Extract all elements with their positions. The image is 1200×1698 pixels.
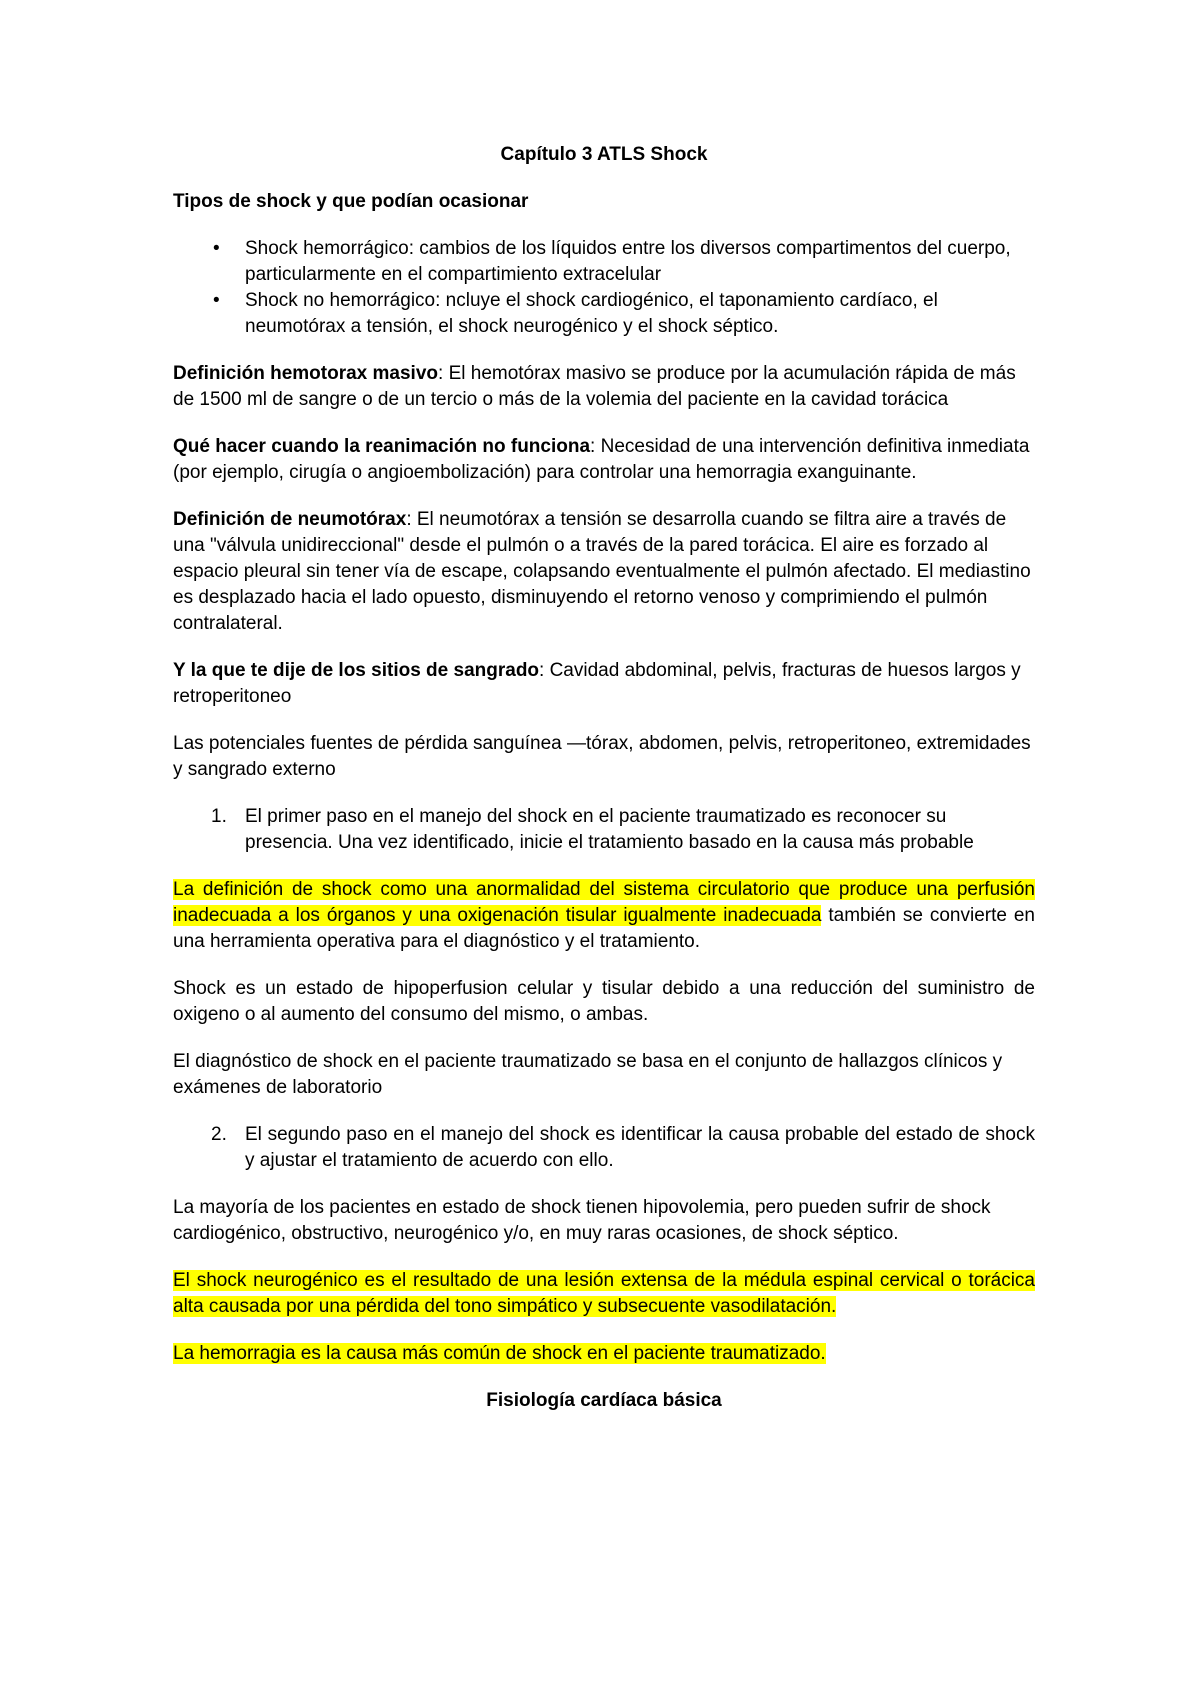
section-subtitle: Tipos de shock y que podían ocasionar: [173, 191, 529, 212]
item-text: El segundo paso en el manejo del shock es identificar la causa probable del estado de shock y ajustar el tratamiento de acuerdo con ello.: [245, 1124, 1035, 1171]
paragraph-hemorragia: [173, 1341, 1035, 1367]
item-number: 2.: [211, 1124, 227, 1145]
term-hemotorax: Definición hemotorax masivo: [173, 363, 439, 384]
item-text: El primer paso en el manejo del shock en el paciente traumatizado es reconocer su presencia. Una vez identificado, inicie el tratamiento basado en la causa más probable: [245, 806, 974, 853]
paragraph-shock-estado: Shock es un estado de hipoperfusion celular y tisular debido a una reducción del suministro de oxigeno o al aumento del consumo del mismo, o ambas.: [173, 978, 1035, 1025]
highlighted-text: La hemorragia es la causa más común de shock en el paciente traumatizado.: [173, 1343, 826, 1364]
term-neumotorax: Definición de neumotórax: [173, 509, 407, 530]
section-title: Fisiología cardíaca básica: [486, 1390, 722, 1411]
document-title: Capítulo 3 ATLS Shock: [500, 144, 708, 165]
paragraph-neurogenico: [173, 1268, 1035, 1320]
definition-reanimacion: : Necesidad de una intervención definitiva inmediata (por ejemplo, cirugía o angioembolización) para controlar una hemorragia exanguinante.: [173, 436, 1030, 483]
definition-neumotorax: : El neumotórax a tensión se desarrolla cuando se filtra aire a través de una "válvula unidireccional" desde el pulmón o a través de la pared torácica. El aire es forzado al espacio pleural sin tener vía de escape, colapsando eventualmente el pulmón afectado. El mediastino es desplazado hacia el lado opuesto, disminuyendo el retorno venoso y comprimiendo el pulmón contralateral.: [173, 509, 1031, 634]
list-item-text: Shock hemorrágico: cambios de los líquidos entre los diversos compartimentos del cuerpo, particularmente en el compartimiento extracelular: [245, 238, 1011, 285]
list-item: [173, 288, 1035, 340]
paragraph-neumotorax: [173, 507, 1035, 637]
numbered-item-2: [173, 1122, 1035, 1174]
bullet-icon: •: [213, 238, 220, 259]
shock-types-list: [173, 236, 1035, 340]
term-reanimacion: Qué hacer cuando la reanimación no funciona: [173, 436, 591, 457]
paragraph-fuentes-perdida: Las potenciales fuentes de pérdida sanguínea —tórax, abdomen, pelvis, retroperitoneo, extremidades y sangrado externo: [173, 733, 1031, 780]
definition-hemotorax: : El hemotórax masivo se produce por la acumulación rápida de más de 1500 ml de sangre o de un tercio o más de la volemia del paciente en la cavidad torácica: [173, 363, 1016, 410]
paragraph-def-shock: [173, 877, 1035, 955]
definition-sitios-sangrado: : Cavidad abdominal, pelvis, fracturas de huesos largos y retroperitoneo: [173, 660, 1021, 707]
paragraph-sitios-sangrado: [173, 658, 1035, 710]
highlighted-text: La definición de shock como una anormalidad del sistema circulatorio que produce una perfusión inadecuada a los órganos y una oxigenación tisular igualmente inadecuada: [173, 879, 1035, 926]
paragraph-hemotorax: [173, 361, 1035, 413]
item-number: 1.: [211, 806, 227, 827]
paragraph-diagnostico: El diagnóstico de shock en el paciente traumatizado se basa en el conjunto de hallazgos clínicos y exámenes de laboratorio: [173, 1051, 1003, 1098]
term-sitios-sangrado: Y la que te dije de los sitios de sangrado: [173, 660, 540, 681]
paragraph-mayoria: La mayoría de los pacientes en estado de shock tienen hipovolemia, pero pueden sufrir de shock cardiogénico, obstructivo, neurogénico y/o, en muy raras ocasiones, de shock séptico.: [173, 1197, 991, 1244]
list-item: [173, 236, 1035, 288]
bullet-icon: •: [213, 290, 220, 311]
highlighted-text: El shock neurogénico es el resultado de una lesión extensa de la médula espinal cervical o torácica alta causada por una pérdida del tono simpático y subsecuente vasodilatación.: [173, 1270, 1035, 1317]
list-item-text: Shock no hemorrágico: ncluye el shock cardiogénico, el taponamiento cardíaco, el neumotórax a tensión, el shock neurogénico y el shock séptico.: [245, 290, 938, 337]
numbered-item-1: [173, 804, 1035, 856]
paragraph-text: también se convierte en una herramienta operativa para el diagnóstico y el tratamiento.: [173, 905, 1035, 952]
paragraph-reanimacion: [173, 434, 1035, 486]
